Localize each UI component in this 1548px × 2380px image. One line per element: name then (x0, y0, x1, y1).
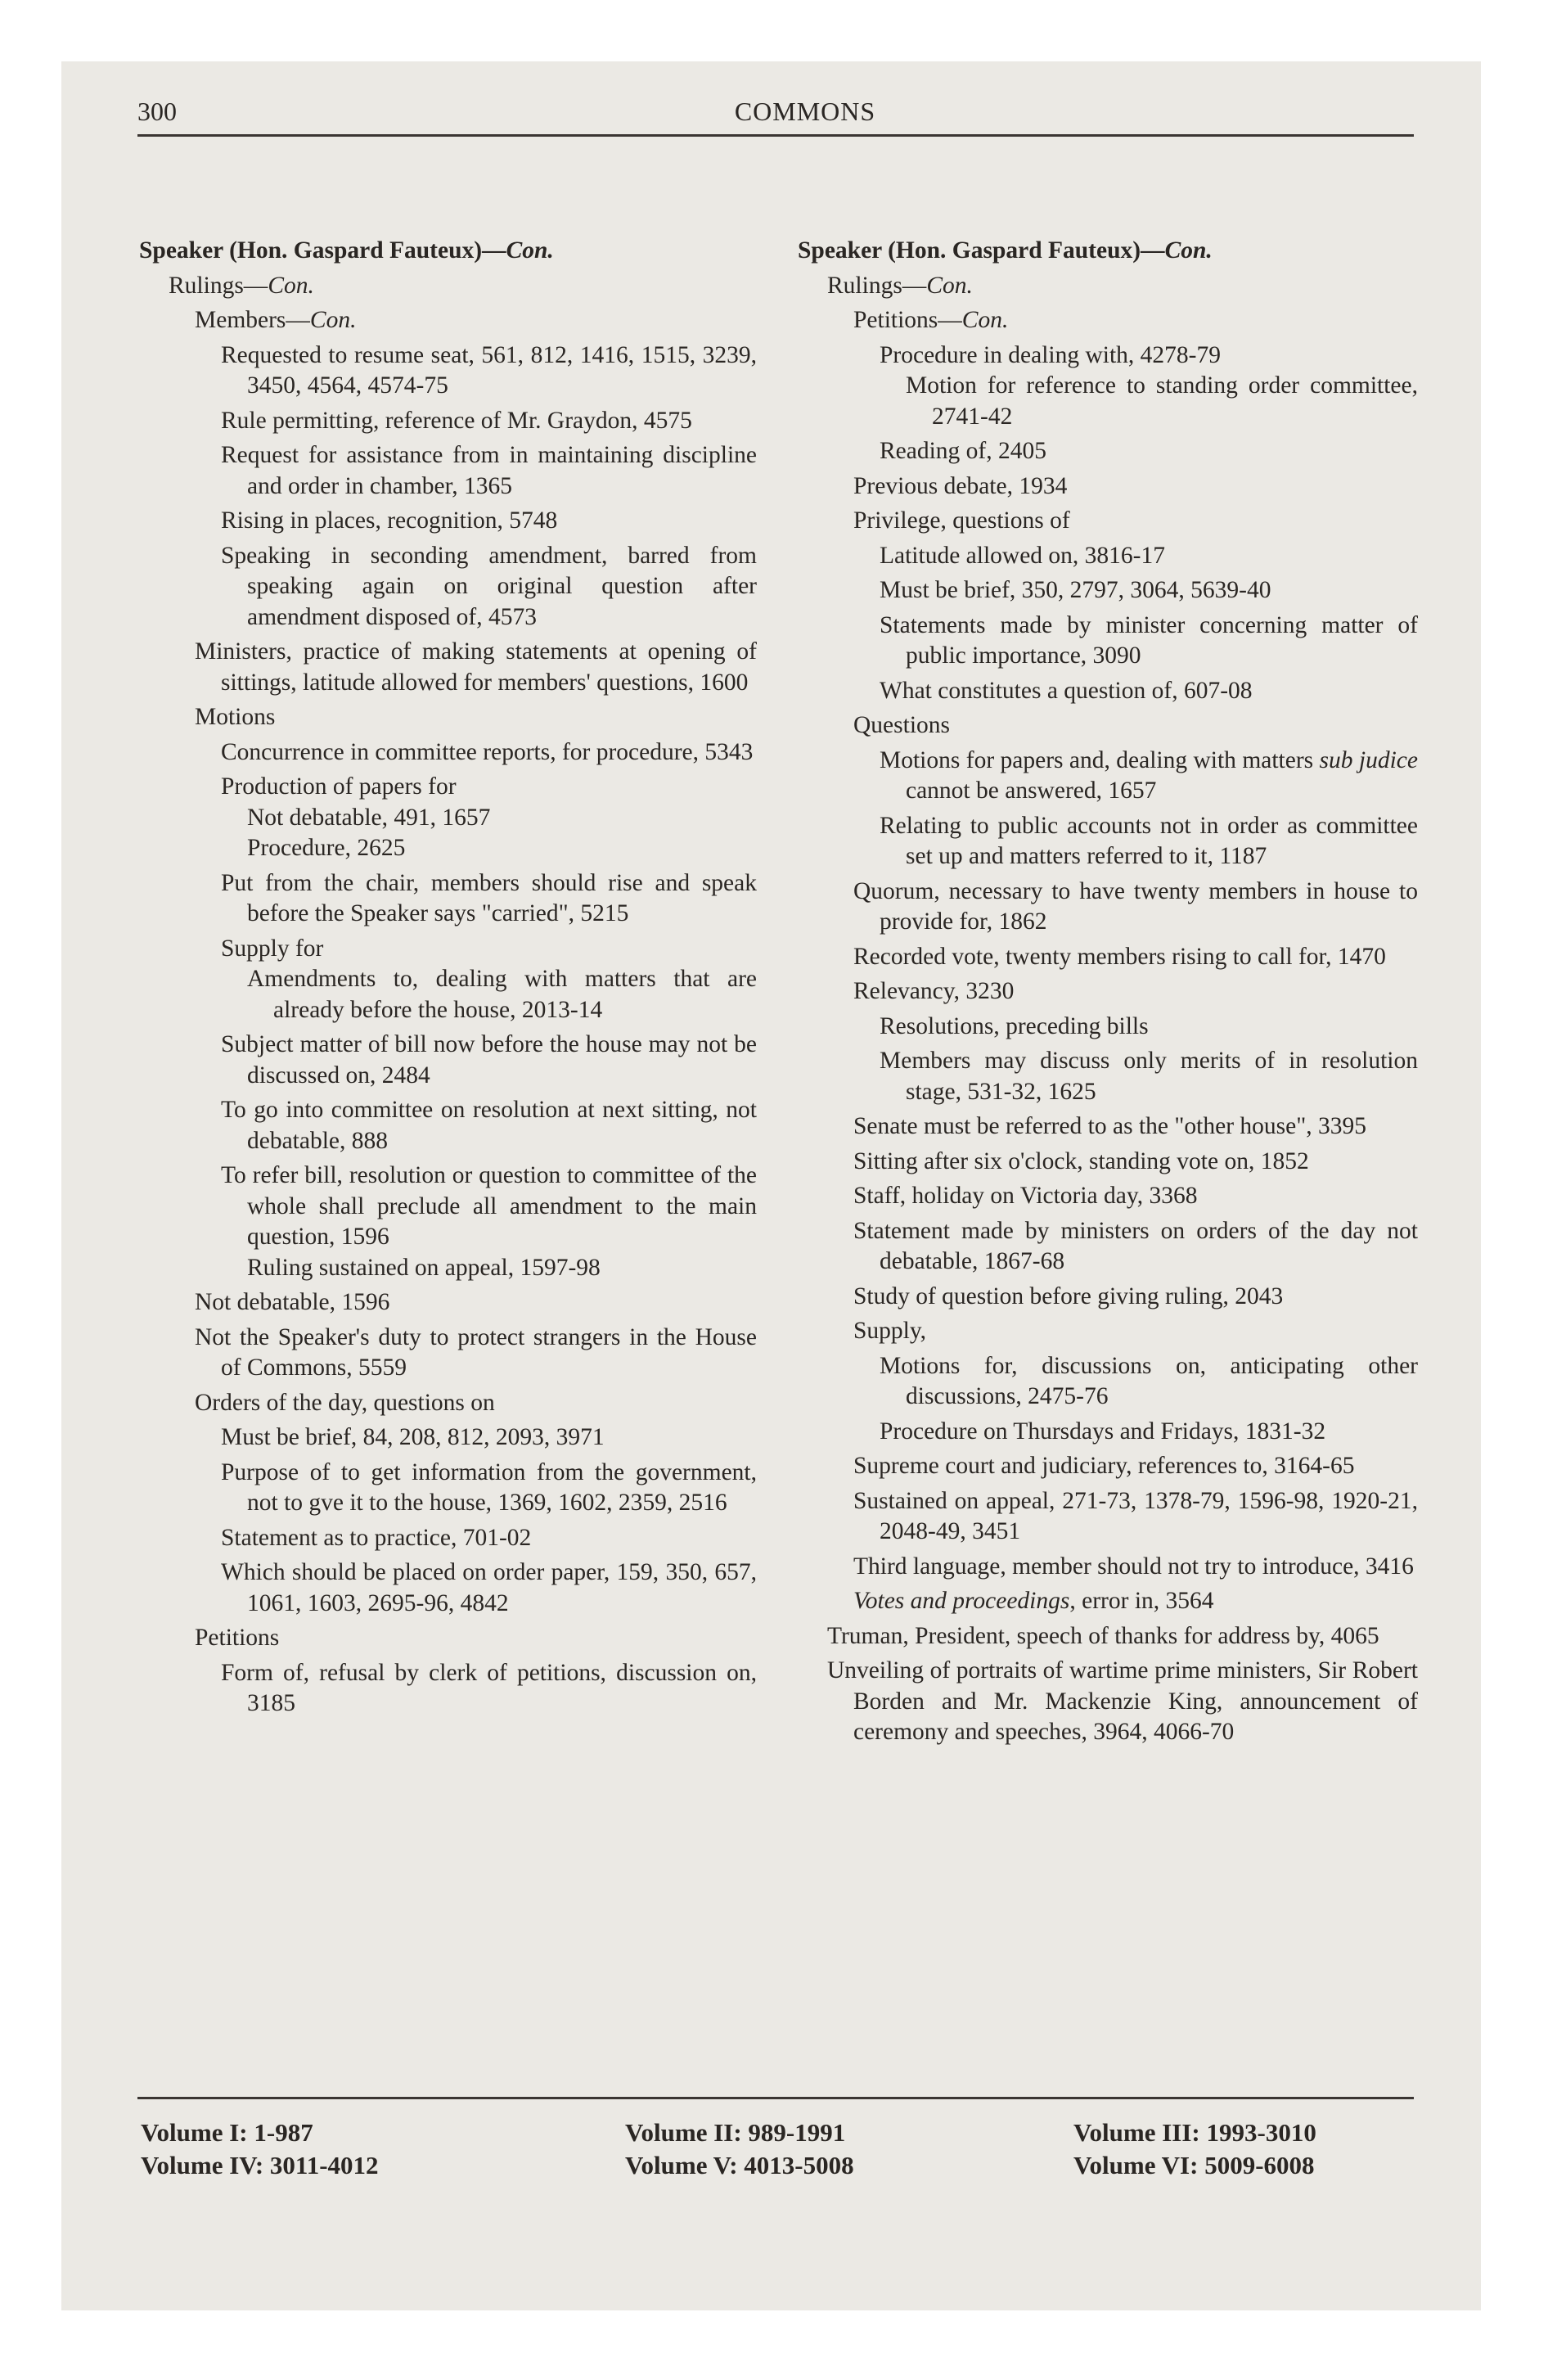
volume-range: Volume III: 1993-3010 (1073, 2118, 1316, 2147)
index-entry: Ministers, practice of making statements at opening of sittings, latitude allowed for members' questions, 1600 (195, 638, 757, 696)
index-entry: Latitude allowed on, 3816-17 (880, 542, 1166, 569)
index-entry: Statement made by ministers on orders of the day not debatable, 1867-68 (853, 1217, 1418, 1274)
index-entry: Must be brief, 84, 208, 812, 2093, 3971 (221, 1424, 605, 1450)
index-entry: To go into committee on resolution at next sitting, not debatable, 888 (221, 1097, 757, 1154)
index-entry: Which should be placed on order paper, 159, 350, 657, 1061, 1603, 2695-96, 4842 (221, 1559, 757, 1616)
index-entry: Motions (195, 704, 276, 730)
index-entry: Sitting after six o'clock, standing vote on, 1852 (853, 1147, 1309, 1174)
volume-footer-col1 (141, 2116, 379, 2182)
index-entry: Rulings—Con. (827, 272, 973, 299)
index-entry: Form of, refusal by clerk of petitions, discussion on, 3185 (221, 1659, 757, 1716)
index-entry: Purpose of to get information from the government, not to gve it to the house, 1369, 1602, 2359, 2516 (221, 1458, 757, 1516)
index-entry: Motions for, discussions on, anticipating other discussions, 2475-76 (880, 1352, 1418, 1409)
index-entry: Production of papers for (221, 773, 457, 800)
index-entry: Orders of the day, questions on (195, 1389, 495, 1416)
index-heading: Speaker (Hon. Gaspard Fauteux)—Con. (798, 237, 1213, 264)
index-entry: Third language, member should not try to introduce, 3416 (853, 1553, 1414, 1580)
index-entry: Relating to public accounts not in order as committee set up and matters referred to it, 1187 (880, 812, 1418, 869)
index-entry: Quorum, necessary to have twenty members in house to provide for, 1862 (853, 877, 1418, 935)
index-entry: Reading of, 2405 (880, 438, 1047, 464)
index-entry: Petitions (195, 1625, 280, 1651)
index-entry: Rising in places, recognition, 5748 (221, 507, 558, 534)
index-entry: Not debatable, 1596 (195, 1289, 390, 1315)
index-entry: Rulings—Con. (169, 272, 314, 299)
index-entry: Relevancy, 3230 (853, 978, 1015, 1004)
index-column-right (798, 236, 1418, 1748)
index-entry: Procedure in dealing with, 4278-79 (880, 341, 1222, 368)
volume-range: Volume I: 1-987 (141, 2118, 313, 2147)
index-entry: Statement as to practice, 701-02 (221, 1524, 532, 1551)
volume-range: Volume IV: 3011-4012 (141, 2151, 379, 2179)
index-entry: Statements made by minister concerning matter of public importance, 3090 (880, 611, 1418, 669)
header-rule (137, 134, 1414, 137)
volume-footer-col3 (1073, 2116, 1316, 2182)
index-entry: Concurrence in committee reports, for procedure, 5343 (221, 738, 754, 765)
index-entry: Members may discuss only merits of in resolution stage, 531-32, 1625 (880, 1048, 1418, 1105)
index-entry: Recorded vote, twenty members rising to call for, 1470 (853, 943, 1386, 970)
index-entry: Speaking in seconding amendment, barred from speaking again on original question after amendment disposed of, 4573 (221, 542, 757, 630)
volume-range: Volume II: 989-1991 (625, 2118, 846, 2147)
volume-range: Volume VI: 5009-6008 (1073, 2151, 1315, 2179)
index-entry: Motion for reference to standing order committee, 2741-42 (906, 372, 1418, 430)
index-entry: Truman, President, speech of thanks for address by, 4065 (827, 1622, 1379, 1649)
index-entry: Supreme court and judiciary, references to, 3164-65 (853, 1453, 1355, 1479)
index-entry: Petitions—Con. (853, 307, 1009, 333)
footer-rule (137, 2097, 1414, 2099)
index-entry: Procedure on Thursdays and Fridays, 1831-32 (880, 1418, 1326, 1445)
index-entry: Privilege, questions of (853, 507, 1070, 534)
index-entry: Rule permitting, reference of Mr. Graydon, 4575 (221, 407, 692, 434)
volume-footer-col2 (625, 2116, 854, 2182)
index-heading: Speaker (Hon. Gaspard Fauteux)—Con. (139, 237, 554, 264)
index-entry: What constitutes a question of, 607-08 (880, 677, 1253, 704)
index-entry: To refer bill, resolution or question to committee of the whole shall preclude all amendment to the main question, 1596 (221, 1162, 757, 1250)
index-entry: Not the Speaker's duty to protect strangers in the House of Commons, 5559 (195, 1323, 757, 1381)
index-entry: Ruling sustained on appeal, 1597-98 (247, 1254, 601, 1281)
page-header (137, 97, 1473, 137)
index-entry: Motions for papers and, dealing with matters sub judice cannot be answered, 1657 (880, 746, 1418, 804)
index-entry: Requested to resume seat, 561, 812, 1416, 1515, 3239, 3450, 4564, 4574-75 (221, 341, 757, 399)
index-entry: Subject matter of bill now before the house may not be discussed on, 2484 (221, 1031, 757, 1089)
index-entry: Questions (853, 712, 950, 738)
index-entry: Amendments to, dealing with matters that are already before the house, 2013-14 (247, 966, 757, 1023)
volume-range: Volume V: 4013-5008 (625, 2151, 854, 2179)
index-entry: Previous debate, 1934 (853, 472, 1068, 499)
index-column-left (139, 236, 757, 1720)
index-entry: Resolutions, preceding bills (880, 1012, 1149, 1039)
index-entry: Sustained on appeal, 271-73, 1378-79, 1596-98, 1920-21, 2048-49, 3451 (853, 1487, 1418, 1544)
running-head: COMMONS (734, 97, 876, 126)
index-entry: Procedure, 2625 (247, 835, 406, 861)
index-entry: Supply for (221, 935, 324, 962)
index-entry: Study of question before giving ruling, 2043 (853, 1282, 1284, 1309)
index-entry: Votes and proceedings, error in, 3564 (853, 1588, 1214, 1614)
index-entry: Put from the chair, members should rise and speak before the Speaker says "carried", 5215 (221, 869, 757, 926)
index-entry: Must be brief, 350, 2797, 3064, 5639-40 (880, 577, 1271, 603)
index-entry: Staff, holiday on Victoria day, 3368 (853, 1183, 1198, 1209)
index-entry: Senate must be referred to as the "other house", 3395 (853, 1113, 1367, 1139)
index-entry: Supply, (853, 1318, 927, 1344)
index-entry: Unveiling of portraits of wartime prime ministers, Sir Robert Borden and Mr. Mackenzie King, announcement of ceremony and speeches, 3964, 4066-70 (827, 1657, 1418, 1745)
index-entry: Not debatable, 491, 1657 (247, 804, 491, 831)
page-number: 300 (137, 97, 177, 126)
index-entry: Members—Con. (195, 307, 357, 333)
index-entry: Request for assistance from in maintaining discipline and order in chamber, 1365 (221, 442, 757, 499)
